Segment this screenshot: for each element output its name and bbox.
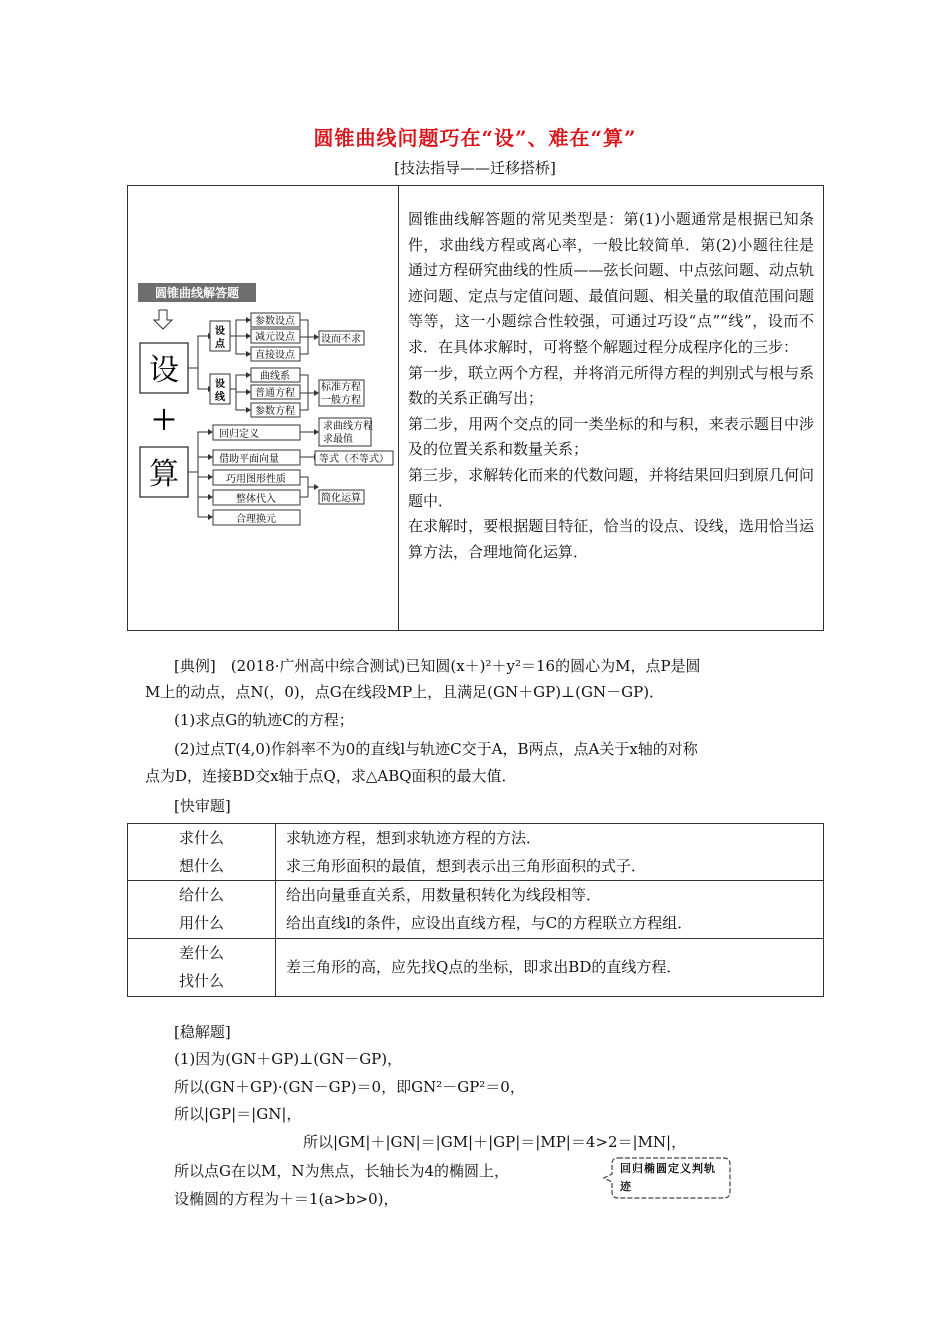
solution-line: 所以|GM|＋|GN|＝|GM|＋|GP|＝|MP|＝4>2＝|MN|， (303, 1133, 687, 1151)
group1-item: 参数设点 (255, 316, 295, 327)
suan-result: 求最值 (323, 434, 353, 445)
margin-note-text: 回归椭圆定义判轨迹 (620, 1162, 716, 1193)
quick-review-label: [快审题] (174, 797, 231, 815)
group2-result: 标准方程 (321, 382, 361, 393)
suan-item: 整体代入 (236, 494, 276, 505)
big-she: 设 (149, 353, 179, 388)
solution-line: 所以点G在以M，N为焦点，长轴长为4的椭圆上， (174, 1162, 510, 1180)
table-right-cell: 给出向量垂直关系，用数量积转化为线段相等． (286, 886, 602, 904)
solution-line: 所以|GP|＝|GN|， (174, 1105, 302, 1123)
solution-label: [稳解题] (174, 1023, 231, 1041)
group1-item: 减元设点 (255, 332, 295, 343)
group2-item: 曲线系 (260, 371, 290, 382)
group2-item: 普通方程 (255, 388, 295, 399)
table-row (128, 939, 823, 996)
example-line: M上的动点，点N(，0)，点G在线段MP上，且满足(GN＋GP)⊥(GN－GP)． (145, 683, 665, 701)
diagram-header: 圆锥曲线解答题 (154, 286, 240, 300)
solution-line: 设椭圆的方程为＋＝1(a>b>0)， (174, 1190, 399, 1208)
table-left-cell: 用什么 (178, 914, 224, 932)
table-right-cell: 求三角形面积的最值，想到表示出三角形面积的式子． (286, 857, 647, 875)
suan-item: 合理换元 (236, 514, 276, 525)
intro-paragraph: 第一步，联立两个方程，并将消元所得方程的判别式与根与系数的关系正确写出； (408, 363, 814, 408)
table-left-cell: 给什么 (178, 886, 224, 904)
solution-line: (1)因为(GN＋GP)⊥(GN－GP)， (174, 1050, 403, 1068)
table-left-cell: 找什么 (178, 972, 224, 990)
table-right-cell: 给出直线l的条件，应设出直线方程，与C的方程联立方程组． (286, 914, 693, 932)
example-line: [典例] (2018·广州高中综合测试)已知圆(x＋)²＋y²＝16的圆心为M，点P是圆 (174, 657, 701, 675)
section-subtitle: [技法指导——迁移搭桥] (394, 159, 556, 177)
question-1: (1)求点G的轨迹C的方程； (174, 711, 354, 729)
table-row (128, 824, 823, 881)
group-she-xian-label-2: 线 (215, 392, 225, 403)
big-suan: 算 (149, 457, 179, 492)
table-row (128, 881, 823, 939)
group-she-dian-label-2: 点 (215, 339, 225, 350)
table-left-cell: 差什么 (178, 944, 224, 962)
group2-result: 一般方程 (321, 395, 361, 406)
group1-item: 直接设点 (255, 350, 295, 361)
intro-paragraph: 第二步，用两个交点的同一类坐标的和与积，来表示题目中涉及的位置关系和数量关系； (408, 414, 814, 459)
solution-line: 所以(GN＋GP)·(GN－GP)＝0，即GN²－GP²＝0， (174, 1078, 525, 1096)
group-she-dian-label-1: 设 (215, 326, 225, 337)
group-she-xian-label-1: 设 (215, 379, 225, 390)
intro-paragraph: 圆锥曲线解答题的常见类型是：第(1)小题通常是根据已知条件，求曲线方程或离心率，一般比较简单．第(2)小题往往是通过方程研究曲线的性质——弦长问题、中点弦问题、动点轨迹问题、定点与定值问题、最值问题、相关量的取值范围问题等等，这一小题综合性较强，可通过巧设“点”“线”，设而不求．在具体求解时，可将整个解题过程分成程序化的三步： (408, 210, 814, 356)
suan-item: 巧用图形性质 (226, 474, 286, 485)
question-2: (2)过点T(4,0)作斜率不为0的直线l与轨迹C交于A，B两点，点A关于x轴的对称 (174, 740, 698, 758)
table-right-cell: 求轨迹方程，想到求轨迹方程的方法． (286, 829, 542, 847)
intro-paragraph: 第三步，求解转化而来的代数问题，并将结果回归到原几何问题中． (408, 465, 814, 510)
big-plus: ＋ (150, 406, 178, 436)
table-left-cell: 求什么 (178, 829, 224, 847)
suan-result: 简化运算 (321, 493, 361, 504)
intro-box-divider (398, 185, 399, 631)
suan-result: 等式（不等式） (319, 454, 389, 465)
group1-result: 设而不求 (321, 334, 361, 345)
suan-item: 借助平面向量 (219, 454, 279, 465)
table-left-cell: 想什么 (178, 857, 224, 875)
intro-text (408, 207, 814, 565)
intro-paragraph: 在求解时，要根据题目特征，恰当的设点、设线，选用恰当运算方法，合理地简化运算． (408, 517, 814, 561)
suan-result: 求曲线方程 (323, 421, 373, 432)
page-title: 圆锥曲线问题巧在“设”、难在“算” (313, 126, 637, 150)
group2-item: 参数方程 (255, 406, 295, 417)
suan-item: 回归定义 (219, 429, 259, 440)
down-arrow-icon (154, 310, 172, 329)
flow-diagram (128, 186, 398, 630)
quick-review-table (127, 823, 824, 997)
question-2: 点为D，连接BD交x轴于点Q，求△ABQ面积的最大值． (145, 767, 517, 785)
table-right-cell: 差三角形的高，应先找Q点的坐标，即求出BD的直线方程． (286, 958, 682, 976)
